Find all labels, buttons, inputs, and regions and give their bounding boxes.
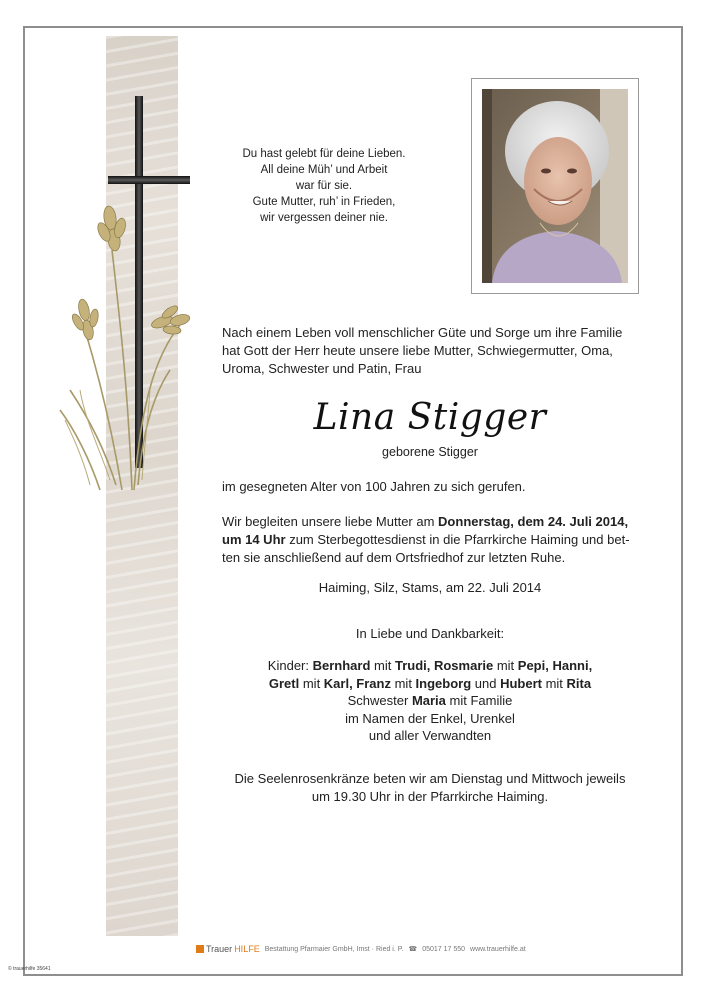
- mourner-name: Pepi, Hanni,: [517, 658, 593, 673]
- funeral-details: [222, 513, 646, 567]
- logo-square-icon: [196, 945, 204, 953]
- phone-icon: ☎: [408, 946, 418, 953]
- verse-line: wir vergessen deiner nie.: [260, 212, 388, 224]
- intro-line: Nach einem Leben voll menschlicher Güte und Sorge um ihre Familie: [222, 325, 623, 340]
- copyright-note: © trauerhilfe 35641: [8, 966, 51, 972]
- funeral-text: Wir begleiten unsere liebe Mutter am: [222, 514, 439, 529]
- rosary-line: Die Seelenrosenkränze beten wir am Dienstag und Mittwoch jeweils: [234, 771, 626, 786]
- place-and-date: Haiming, Silz, Stams, am 22. Juli 2014: [318, 580, 542, 595]
- cross-with-wheat-icon: [50, 90, 200, 510]
- mourners-line: [222, 657, 638, 675]
- mourner-text: mit: [299, 675, 324, 691]
- funeral-date: Donnerstag, dem 24. Juli 2014,: [438, 514, 629, 529]
- portrait-frame: [471, 78, 639, 294]
- verse-line: All deine Müh’ und Arbeit: [260, 164, 388, 176]
- funeral-line: [222, 531, 646, 549]
- mourners-line: im Namen der Enkel, Urenkel: [345, 710, 515, 726]
- mourners-line: [222, 692, 638, 710]
- mourner-text: Kinder:: [267, 658, 313, 673]
- mourners-line: und aller Verwandten: [368, 728, 492, 743]
- logo-text-b: HILFE: [234, 944, 260, 954]
- mourner-name: Karl, Franz: [323, 675, 391, 691]
- mourner-text: mit: [370, 658, 395, 673]
- mourner-name: Rita: [566, 675, 592, 691]
- verse-line: Gute Mutter, ruh’ in Frieden,: [252, 196, 396, 208]
- logo-text-a: Trauer: [206, 944, 233, 954]
- footer: [196, 944, 596, 954]
- mourner-text: Schwester: [347, 693, 412, 708]
- mourner-name: Gretl: [268, 675, 300, 691]
- mourner-name: Trudi, Rosmarie: [394, 658, 494, 673]
- intro-line: hat Gott der Herr heute unsere liebe Mutter, Schwiegermutter, Oma,: [222, 343, 613, 358]
- mourner-name: Maria: [411, 693, 446, 708]
- age-line: im gesegneten Alter von 100 Jahren zu sich gerufen.: [222, 479, 526, 494]
- footer-phone: 05017 17 550: [422, 945, 466, 953]
- portrait-photo: [482, 89, 628, 283]
- rosary-info: [222, 770, 638, 806]
- trauerhilfe-logo: [196, 944, 260, 954]
- mourner-text: und: [471, 675, 501, 691]
- mourners-line: [222, 675, 638, 693]
- verse-line: war für sie.: [295, 180, 353, 192]
- verse-line: Du hast gelebt für deine Lieben.: [242, 148, 406, 160]
- funeral-text: zum Sterbegottesdienst in die Pfarrkirche Haiming und bet-: [285, 532, 630, 547]
- funeral-line: ten sie anschließend auf dem Ortsfriedhof zur letzten Ruhe.: [222, 550, 566, 565]
- mourner-name: Bernhard: [312, 658, 371, 673]
- mourner-text: mit: [390, 675, 416, 691]
- birth-name: geborene Stigger: [382, 445, 478, 459]
- mourner-text: mit Familie: [445, 693, 513, 708]
- closing-line: In Liebe und Dankbarkeit:: [355, 626, 505, 641]
- rosary-line: um 19.30 Uhr in der Pfarrkirche Haiming.: [311, 789, 549, 804]
- mourner-text: mit: [493, 658, 518, 673]
- footer-web: www.trauerhilfe.at: [470, 945, 526, 953]
- deceased-name: Lina Stigger: [313, 397, 547, 438]
- mourner-name: Hubert: [500, 675, 542, 691]
- memorial-verse: [224, 146, 424, 226]
- mourner-name: Ingeborg: [415, 675, 472, 691]
- intro-line: Uroma, Schwester und Patin, Frau: [222, 361, 422, 376]
- intro-text: [222, 324, 646, 378]
- mourner-text: mit: [541, 675, 567, 691]
- mourners-list: [222, 657, 638, 745]
- funeral-time: um 14 Uhr: [222, 532, 286, 547]
- footer-company: Bestattung Pfarmaier GmbH, Imst · Ried i. P.: [264, 945, 404, 953]
- funeral-line: [222, 513, 646, 531]
